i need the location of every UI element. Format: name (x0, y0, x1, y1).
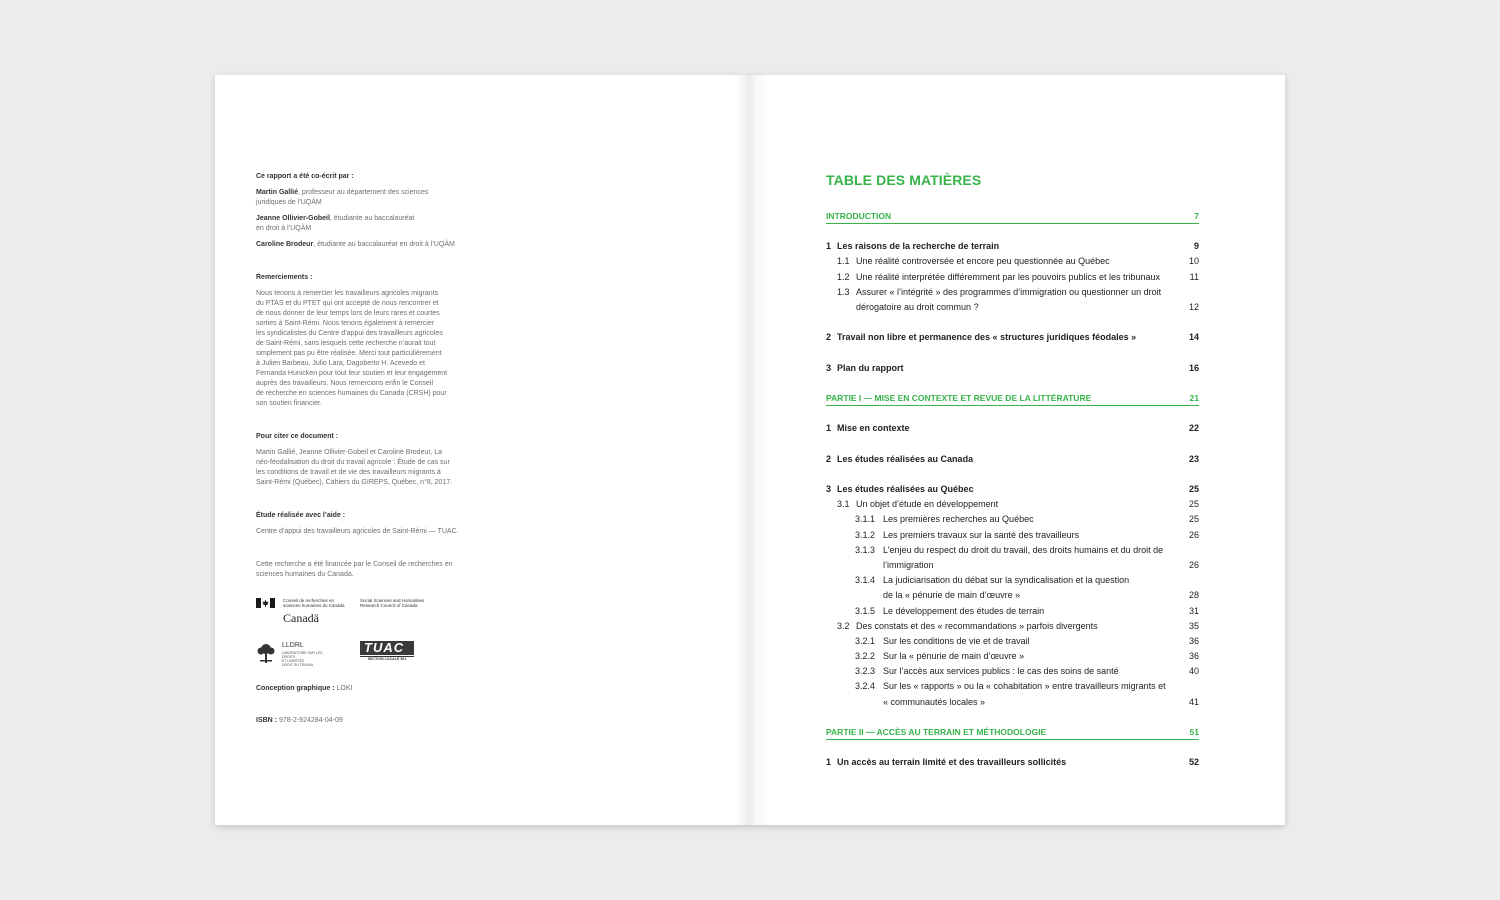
toc-entry-title: de la « pénurie de main d’œuvre » (883, 590, 1021, 601)
thanks-line: à Julien Barbeau, Julio Lara, Dagoberto H. Acevedo et (256, 360, 425, 367)
thanks-line: du PTAS et du PTET qui ont accepté de nous rencontrer et (256, 300, 439, 307)
thanks-line: les syndicalistes du Centre d’appui des travailleurs agricoles (256, 330, 443, 337)
lldrl-tree-icon (256, 642, 276, 664)
toc-entry-title: INTRODUCTION (826, 211, 892, 221)
toc-spacer (826, 346, 1199, 361)
funding-section (256, 560, 456, 580)
left-page (215, 75, 749, 825)
thanks-line: simplement pas pu être réalisée. Merci tout particulièrement (256, 350, 442, 357)
toc-spacer (826, 436, 1199, 451)
toc-entry-chapter[interactable] (826, 452, 1199, 467)
author-entry: Jeanne Ollivier-Gobeil, étudiante au baccalauréat (256, 215, 415, 222)
toc-entry-title: Une réalité interprétée différemment par les pouvoirs publics et les tribunaux (856, 271, 1160, 282)
toc-entry-number: 1.3 (837, 286, 850, 297)
tuac-logo: TUAC SECTION LOCALE 501 (360, 641, 414, 663)
lldrl-wordmark: LLDRL (282, 642, 304, 649)
toc-entry-page: 41 (1188, 696, 1199, 707)
toc-entry-sub[interactable] (826, 285, 1199, 300)
toc-entry-number: 3.2.3 (855, 666, 876, 677)
thanks-line: Nous tenons à remercier les travailleurs agricoles migrants (256, 290, 439, 297)
right-page (749, 75, 1285, 825)
crsh-fr-text: Conseil de recherches en sciences humaines du Canada (283, 598, 345, 608)
cite-heading: Pour citer ce document : (256, 433, 339, 440)
toc-entry-page: 52 (1188, 757, 1199, 768)
toc-entry-page: 51 (1189, 727, 1199, 737)
toc-spacer (826, 740, 1199, 755)
thanks-line: de Saint-Rémi, sans lesquels cette recherche n’aurait tout (256, 340, 436, 347)
crsh-en-text: Social Sciences and Humanities Research Council of Canada (360, 598, 425, 608)
book-spread (215, 75, 1285, 825)
toc-entry-number: 1 (826, 241, 832, 252)
crsh-logo (256, 598, 456, 628)
toc-entry-number: 3 (826, 362, 832, 373)
toc-entry-title: Plan du rapport (837, 362, 904, 373)
toc-entry-title: Des constats et des « recommandations » parfois divergents (856, 620, 1098, 631)
toc-entry-page: 11 (1189, 271, 1199, 282)
toc-entry-page: 35 (1188, 620, 1199, 631)
toc-entry-number: 3.2.2 (855, 651, 876, 662)
toc-entry-number: 1 (826, 423, 832, 434)
toc-entry-title: Les études réalisées au Canada (837, 453, 974, 464)
toc-entry-subsub[interactable] (826, 543, 1199, 558)
toc-entry-number: 1.1 (837, 256, 850, 267)
toc-entry-subsub[interactable] (826, 573, 1199, 588)
toc-entry-title: Les premières recherches au Québec (883, 514, 1034, 525)
toc-spacer (826, 467, 1199, 482)
toc-entry-title: l’immigration (883, 559, 934, 570)
toc-entry-part[interactable] (826, 391, 1199, 406)
toc-entry-sub[interactable] (826, 270, 1199, 285)
thanks-line: auprès des travailleurs. Nous remercions enfin le Conseil (256, 380, 434, 387)
toc-title: TABLE DES MATIÈRES (826, 172, 982, 188)
toc-entry-number: 3.1.5 (855, 605, 876, 616)
isbn: ISBN : 978-2-924284-04-09 (256, 717, 343, 724)
toc-entry-title: Sur les conditions de vie et de travail (883, 635, 1030, 646)
canada-wordmark: Canadä (283, 611, 319, 625)
toc-entry-chapter[interactable] (826, 482, 1199, 497)
toc-entry-subsubcont[interactable] (826, 558, 1199, 573)
toc-entry-subsub[interactable] (826, 664, 1199, 679)
thanks-line: de recherche en sciences humaines du Canada (CRSH) pour (256, 390, 447, 397)
toc-entry-title: Un objet d’étude en développement (856, 499, 999, 510)
toc-entry-chapter[interactable] (826, 330, 1199, 345)
toc-entry-number: 3.2.4 (855, 681, 876, 692)
toc-spacer (826, 376, 1199, 391)
toc-entry-number: 1 (826, 757, 832, 768)
toc-entry-page: 12 (1188, 301, 1199, 312)
thanks-line: de nous donner de leur temps lors de leurs rares et courtes (256, 310, 440, 317)
toc-entry-part[interactable] (826, 209, 1199, 224)
toc-entry-page: 23 (1188, 453, 1199, 464)
toc-entry-title: Les études réalisées au Québec (837, 484, 974, 494)
toc-entry-subsubcont[interactable] (826, 695, 1199, 710)
toc-entry-number: 3.1.3 (855, 544, 876, 555)
toc-entry-chapter[interactable] (826, 755, 1199, 770)
toc-entry-page: 10 (1188, 256, 1199, 267)
toc-entry-sub[interactable] (826, 497, 1199, 512)
toc-entry-title: Une réalité controversée et encore peu questionnée au Québec (856, 256, 1110, 267)
toc-entry-title: Travail non libre et permanence des « structures juridiques féodales » (837, 332, 1137, 343)
toc-entry-number: 3.2.1 (855, 635, 876, 646)
toc-entry-page: 40 (1188, 666, 1199, 677)
toc-entry-sub[interactable] (826, 619, 1199, 634)
toc-entry-number: 1.2 (837, 271, 850, 282)
study-text: Centre d’appui des travailleurs agricoles de Saint-Rémi — TUAC. (256, 528, 459, 535)
thanks-text (256, 289, 456, 409)
toc-entry-title: L’enjeu du respect du droit du travail, des droits humains et du droit de (883, 544, 1164, 555)
toc-spacer (826, 315, 1199, 330)
toc-spacer (826, 406, 1199, 421)
toc-entry-title: dérogatoire au droit commun ? (856, 301, 979, 312)
thanks-section (256, 273, 456, 409)
toc-spacer (826, 224, 1199, 239)
toc-entry-page: 16 (1188, 362, 1199, 373)
toc-entry-title: PARTIE I — MISE EN CONTEXTE ET REVUE DE LA LITTÉRATURE (826, 393, 1092, 404)
toc-entry-page: 26 (1188, 559, 1199, 570)
toc-entry-page: 22 (1188, 423, 1199, 434)
toc-entry-subsub[interactable] (826, 604, 1199, 619)
cite-line: néo-féodalisation du droit du travail agricole : Étude de cas sur (256, 459, 450, 466)
toc-entry-part[interactable] (826, 725, 1199, 740)
toc-entry-subsub[interactable] (826, 634, 1199, 649)
toc-entry-subsubcont[interactable] (826, 588, 1199, 603)
author-entry-cont: juridiques de l’UQÀM (256, 199, 322, 206)
toc-entry-title: Le développement des études de terrain (883, 605, 1045, 616)
funding-line: sciences humaines du Canada. (256, 571, 354, 578)
design-credit: Conception graphique : LOKI (256, 685, 353, 692)
toc-entry-number: 2 (826, 453, 832, 464)
toc-entry-title: PARTIE II — ACCÈS AU TERRAIN ET MÉTHODOLOGIE (826, 727, 1047, 737)
study-heading: Étude réalisée avec l’aide : (256, 512, 346, 519)
thanks-line: sorties à Saint-Rémi. Nous tenons également à remercier (256, 320, 435, 327)
cite-text (256, 448, 456, 488)
toc-entry-title: Un accès au terrain limité et des travailleurs sollicités (837, 757, 1067, 768)
toc-entry-title: Sur les « rapports » ou la « cohabitation » entre travailleurs migrants et (883, 681, 1166, 692)
cite-line: les conditions de travail et de vie des travailleurs migrants à (256, 469, 441, 476)
cite-line: Saint-Rémi (Québec), Cahiers du GIREPS, Québec, n°8, 2017. (256, 479, 453, 486)
toc-entry-number: 3 (826, 484, 832, 494)
toc-entry-page: 25 (1188, 514, 1199, 525)
toc-entry-page: 36 (1188, 651, 1199, 662)
toc-entry-page: 25 (1188, 499, 1199, 510)
study-section (256, 511, 459, 537)
author-entry-cont: en droit à l’UQÀM (256, 225, 312, 232)
toc-entry-page: 14 (1188, 332, 1199, 343)
toc-entry-number: 3.1.1 (855, 514, 876, 525)
toc-entry-number: 2 (826, 332, 832, 343)
toc-entry-chapter[interactable] (826, 239, 1199, 254)
toc-entry-subsub[interactable] (826, 512, 1199, 527)
funding-text (256, 560, 456, 580)
toc-entry-page: 7 (1194, 211, 1199, 221)
funding-line: Cette recherche a été financée par le Conseil de recherches en (256, 561, 453, 568)
toc-entry-subsub[interactable] (826, 528, 1199, 543)
toc-spacer (826, 710, 1199, 725)
toc-entry-sub[interactable] (826, 254, 1199, 269)
toc-entry-title: Mise en contexte (837, 423, 910, 434)
toc-entry-subcont[interactable] (826, 300, 1199, 315)
toc-entry-title: Les raisons de la recherche de terrain (837, 241, 1000, 252)
toc-entry-title: La judiciarisation du débat sur la syndicalisation et la question (883, 575, 1130, 586)
toc-entry-title: Assurer « l’intégrité » des programmes d’immigration ou questionner un droit (856, 286, 1162, 297)
toc-entry-title: Sur la « pénurie de main d’œuvre » (883, 651, 1025, 662)
author-entry: Caroline Brodeur, étudiante au baccalauréat en droit à l’UQÀM (256, 241, 455, 248)
thanks-heading: Remerciements : (256, 274, 313, 281)
toc-entry-page: 21 (1189, 393, 1199, 404)
toc-entry-number: 3.1.4 (855, 575, 876, 586)
partner-logos (256, 640, 456, 670)
toc-entry-page: 9 (1193, 241, 1199, 252)
lldrl-subtext: LABORATOIRE SUR LES DROITS ET LIBERTÉS DROIT DU TRAVAIL (282, 651, 323, 667)
toc-entry-subsub[interactable] (826, 679, 1199, 694)
toc-entry-chapter[interactable] (826, 421, 1199, 436)
thanks-line: Fernanda Hunicken pour tout leur soutien et leur engagement (256, 370, 448, 377)
toc-entry-number: 3.1.2 (855, 529, 876, 540)
toc-entry-number: 3.1 (837, 499, 850, 510)
toc-entry-page: 36 (1188, 635, 1199, 646)
toc-entry-title: Sur l’accès aux services publics : le cas des soins de santé (883, 666, 1119, 677)
toc-entry-chapter[interactable] (826, 361, 1199, 376)
table-of-contents (826, 209, 1199, 770)
toc-entry-page: 26 (1188, 529, 1199, 540)
toc-entry-subsub[interactable] (826, 649, 1199, 664)
cite-line: Martin Gallié, Jeanne Ollivier-Gobeil et Caroline Brodeur, La (256, 449, 442, 456)
coauthors-section (256, 172, 456, 250)
toc-entry-page: 28 (1188, 590, 1199, 601)
canada-flag-icon (256, 598, 275, 608)
toc-entry-page: 31 (1188, 605, 1199, 616)
toc-entry-number: 3.2 (837, 620, 850, 631)
toc-entry-page: 25 (1188, 484, 1199, 494)
thanks-line: son soutien financier. (256, 400, 322, 407)
author-entry: Martin Gallié, professeur au département des sciences (256, 189, 429, 196)
cite-section (256, 432, 456, 488)
toc-entry-title: Les premiers travaux sur la santé des travailleurs (883, 529, 1080, 540)
toc-entry-title: « communautés locales » (883, 696, 986, 707)
coauthors-heading: Ce rapport a été co-écrit par : (256, 173, 354, 180)
